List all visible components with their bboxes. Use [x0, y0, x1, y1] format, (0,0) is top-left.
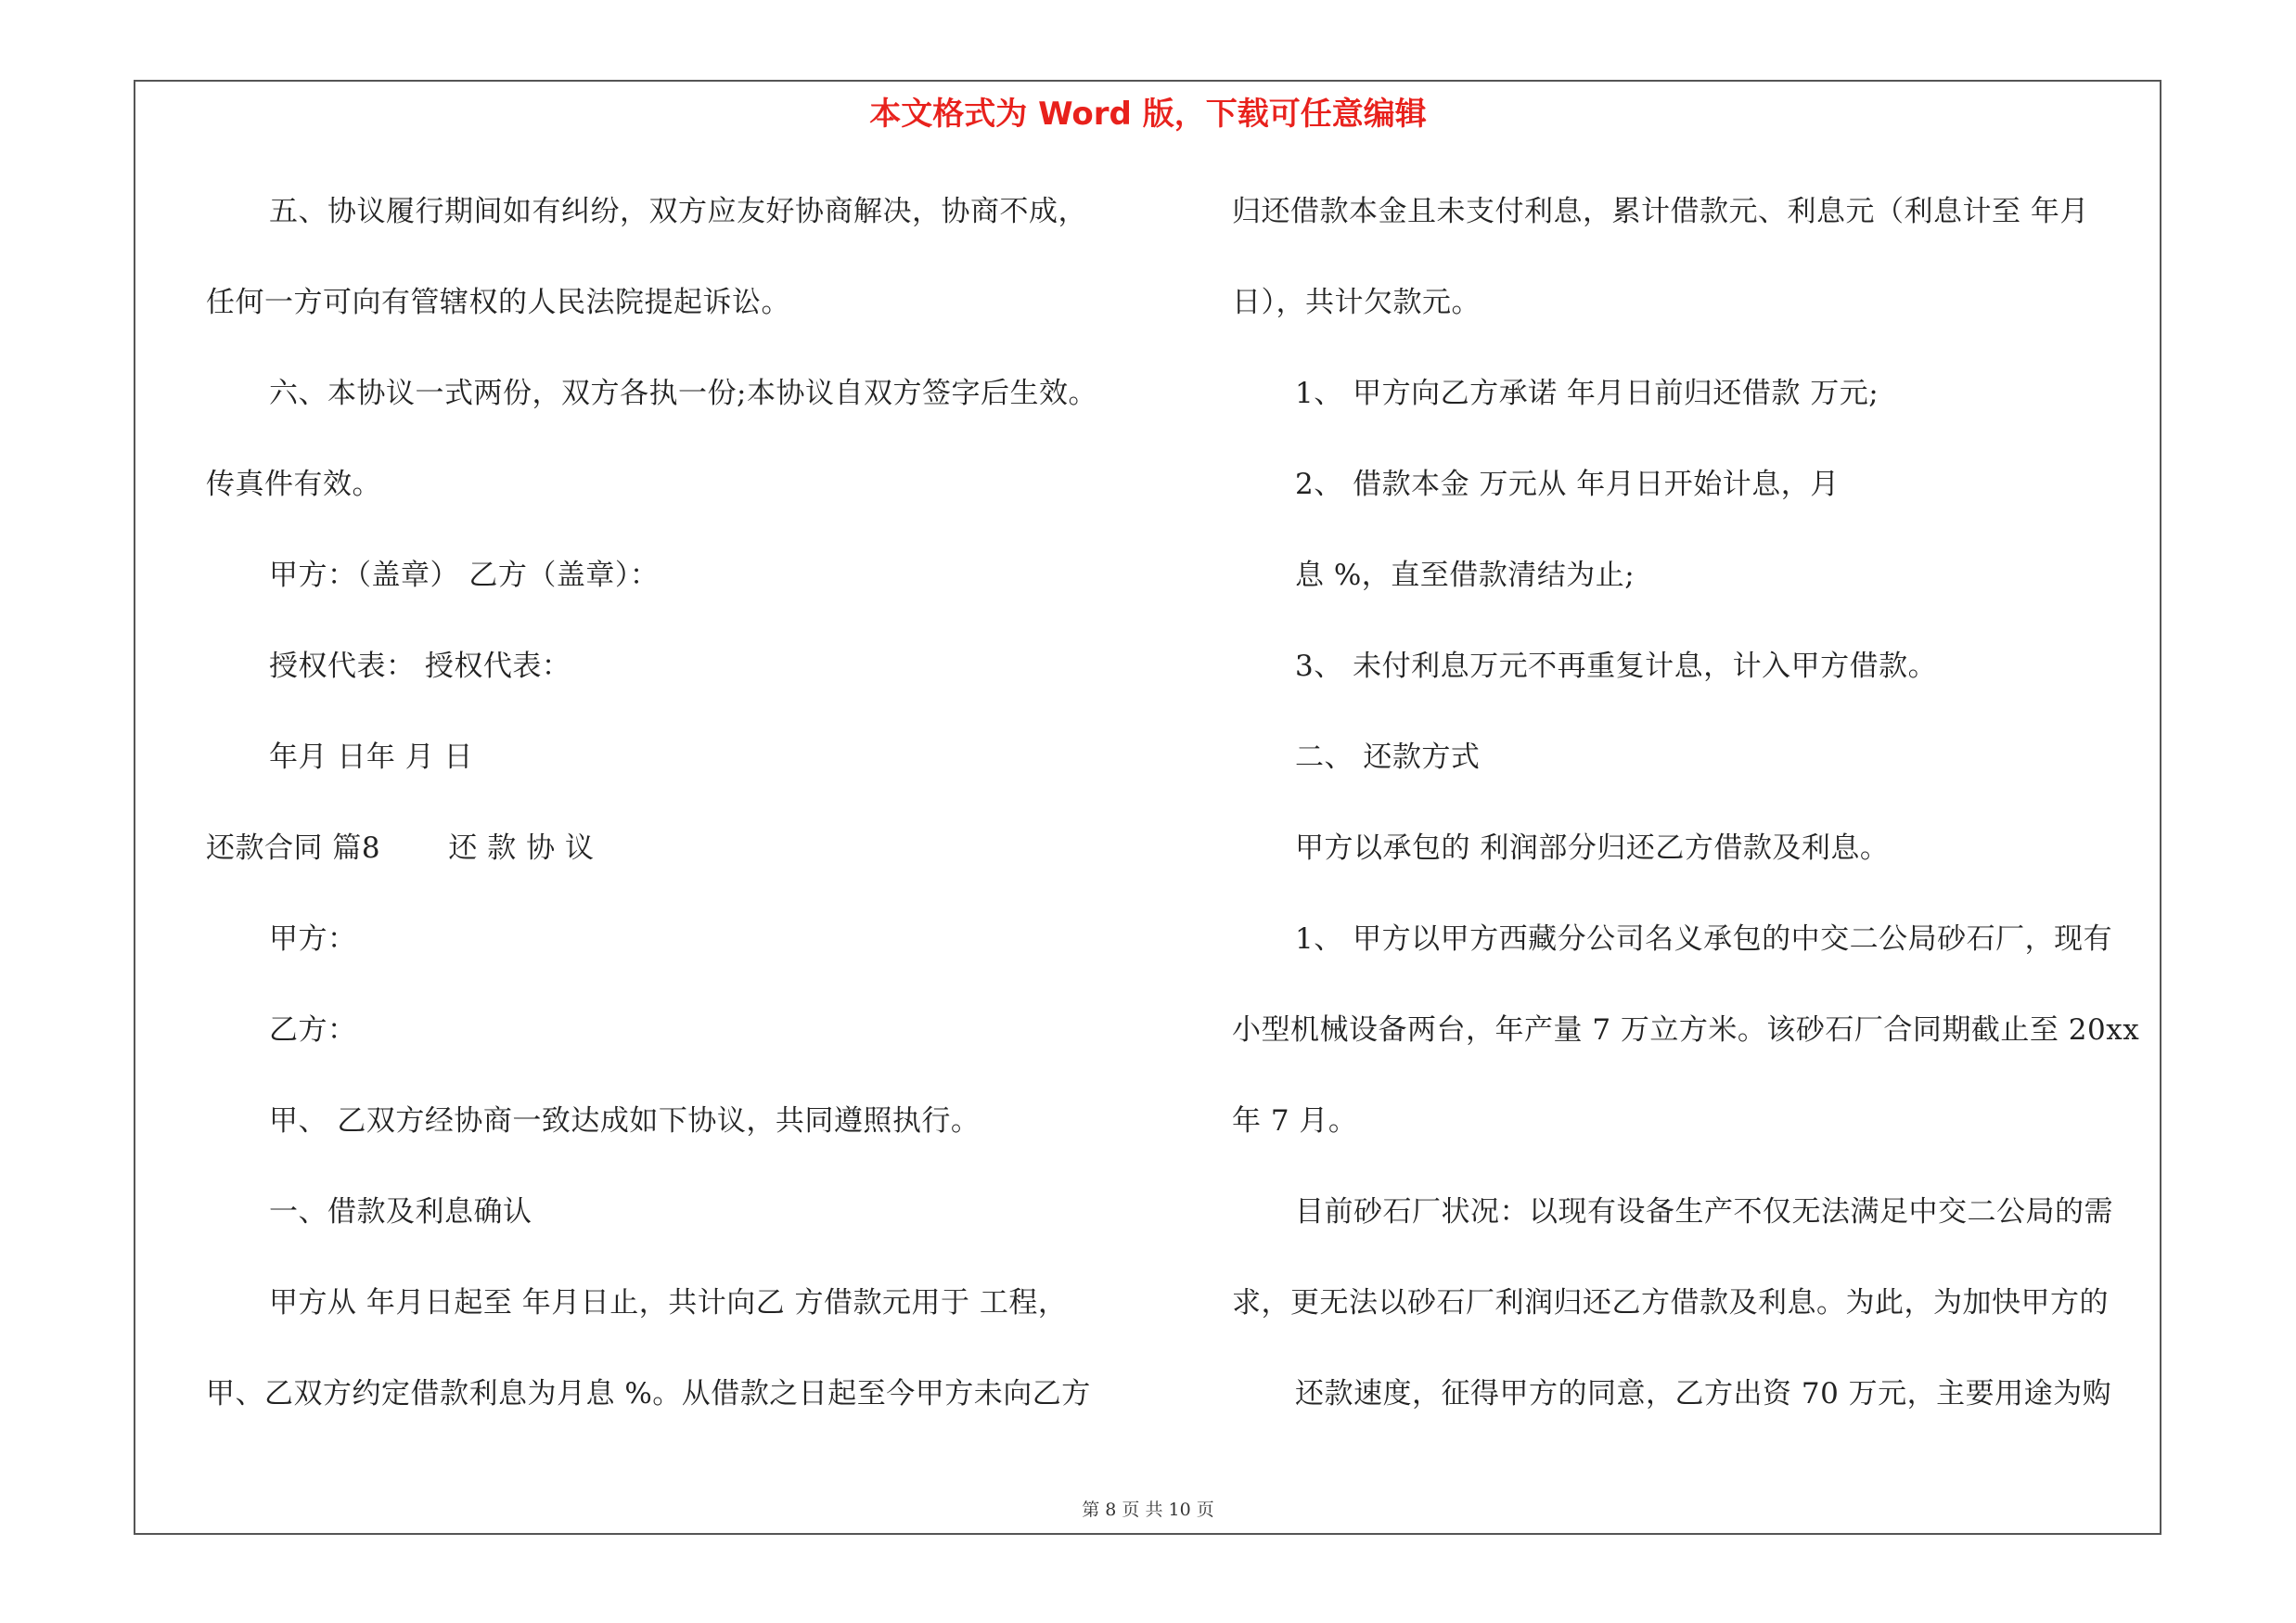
text-line: 授权代表： 授权代表：	[269, 650, 571, 683]
text-line: 年 7 月。	[1232, 1104, 1358, 1138]
text-line: 五、协议履行期间如有纠纷，双方应友好协商解决，协商不成，	[269, 195, 1087, 228]
text-line: 甲、乙双方约定借款利息为月息 %。从借款之日起至今甲方未向乙方	[206, 1377, 1091, 1410]
text-line: 一、借款及利息确认	[269, 1195, 532, 1229]
text-line: 1、 甲方向乙方承诺 年月日前归还借款 万元;	[1295, 377, 1879, 410]
text-line: 息 %，直至借款清结为止;	[1295, 559, 1635, 592]
text-line: 目前砂石厂状况：以现有设备生产不仅无法满足中交二公局的需	[1295, 1195, 2113, 1229]
text-line: 2、 借款本金 万元从 年月日开始计息，月	[1295, 468, 1840, 501]
text-line: 归还借款本金且未支付利息，累计借款元、利息元（利息计至 年月	[1232, 195, 2089, 228]
left-column	[206, 184, 1152, 1457]
text-line: 任何一方可向有管辖权的人民法院提起诉讼。	[206, 286, 790, 319]
text-line: 二、 还款方式	[1295, 741, 1481, 774]
text-line: 甲方以承包的 利润部分归还乙方借款及利息。	[1295, 831, 1890, 865]
text-line: 六、本协议一式两份，双方各执一份;本协议自双方签字后生效。	[269, 377, 1097, 410]
format-banner: 本文格式为 Word 版，下载可任意编辑	[869, 96, 1427, 133]
text-line: 甲方：	[269, 922, 357, 956]
text-line: 1、 甲方以甲方西藏分公司名义承包的中交二公局砂石厂，现有	[1295, 922, 2113, 956]
text-line: 还款速度，征得甲方的同意，乙方出资 70 万元，主要用途为购	[1295, 1377, 2112, 1410]
text-line: 乙方：	[269, 1013, 357, 1047]
page-number: 第 8 页 共 10 页	[1082, 1500, 1214, 1520]
text-line: 还款合同 篇8 还 款 协 议	[206, 831, 595, 865]
text-line: 传真件有效。	[206, 468, 381, 501]
right-column	[1232, 184, 2155, 1457]
text-line: 求，更无法以砂石厂利润归还乙方借款及利息。为此，为加快甲方的	[1232, 1286, 2109, 1320]
text-line: 甲方从 年月日起至 年月日止，共计向乙 方借款元用于 工程，	[269, 1286, 1068, 1320]
text-line: 3、 未付利息万元不再重复计息，计入甲方借款。	[1295, 650, 1938, 683]
text-line: 甲方：（盖章） 乙方（盖章）：	[269, 559, 660, 592]
text-line: 甲、 乙双方经协商一致达成如下协议，共同遵照执行。	[269, 1104, 981, 1138]
text-line: 日），共计欠款元。	[1232, 286, 1481, 319]
text-line: 年月 日年 月 日	[269, 741, 474, 774]
text-line: 小型机械设备两台，年产量 7 万立方米。该砂石厂合同期截止至 20xx	[1232, 1013, 2140, 1047]
